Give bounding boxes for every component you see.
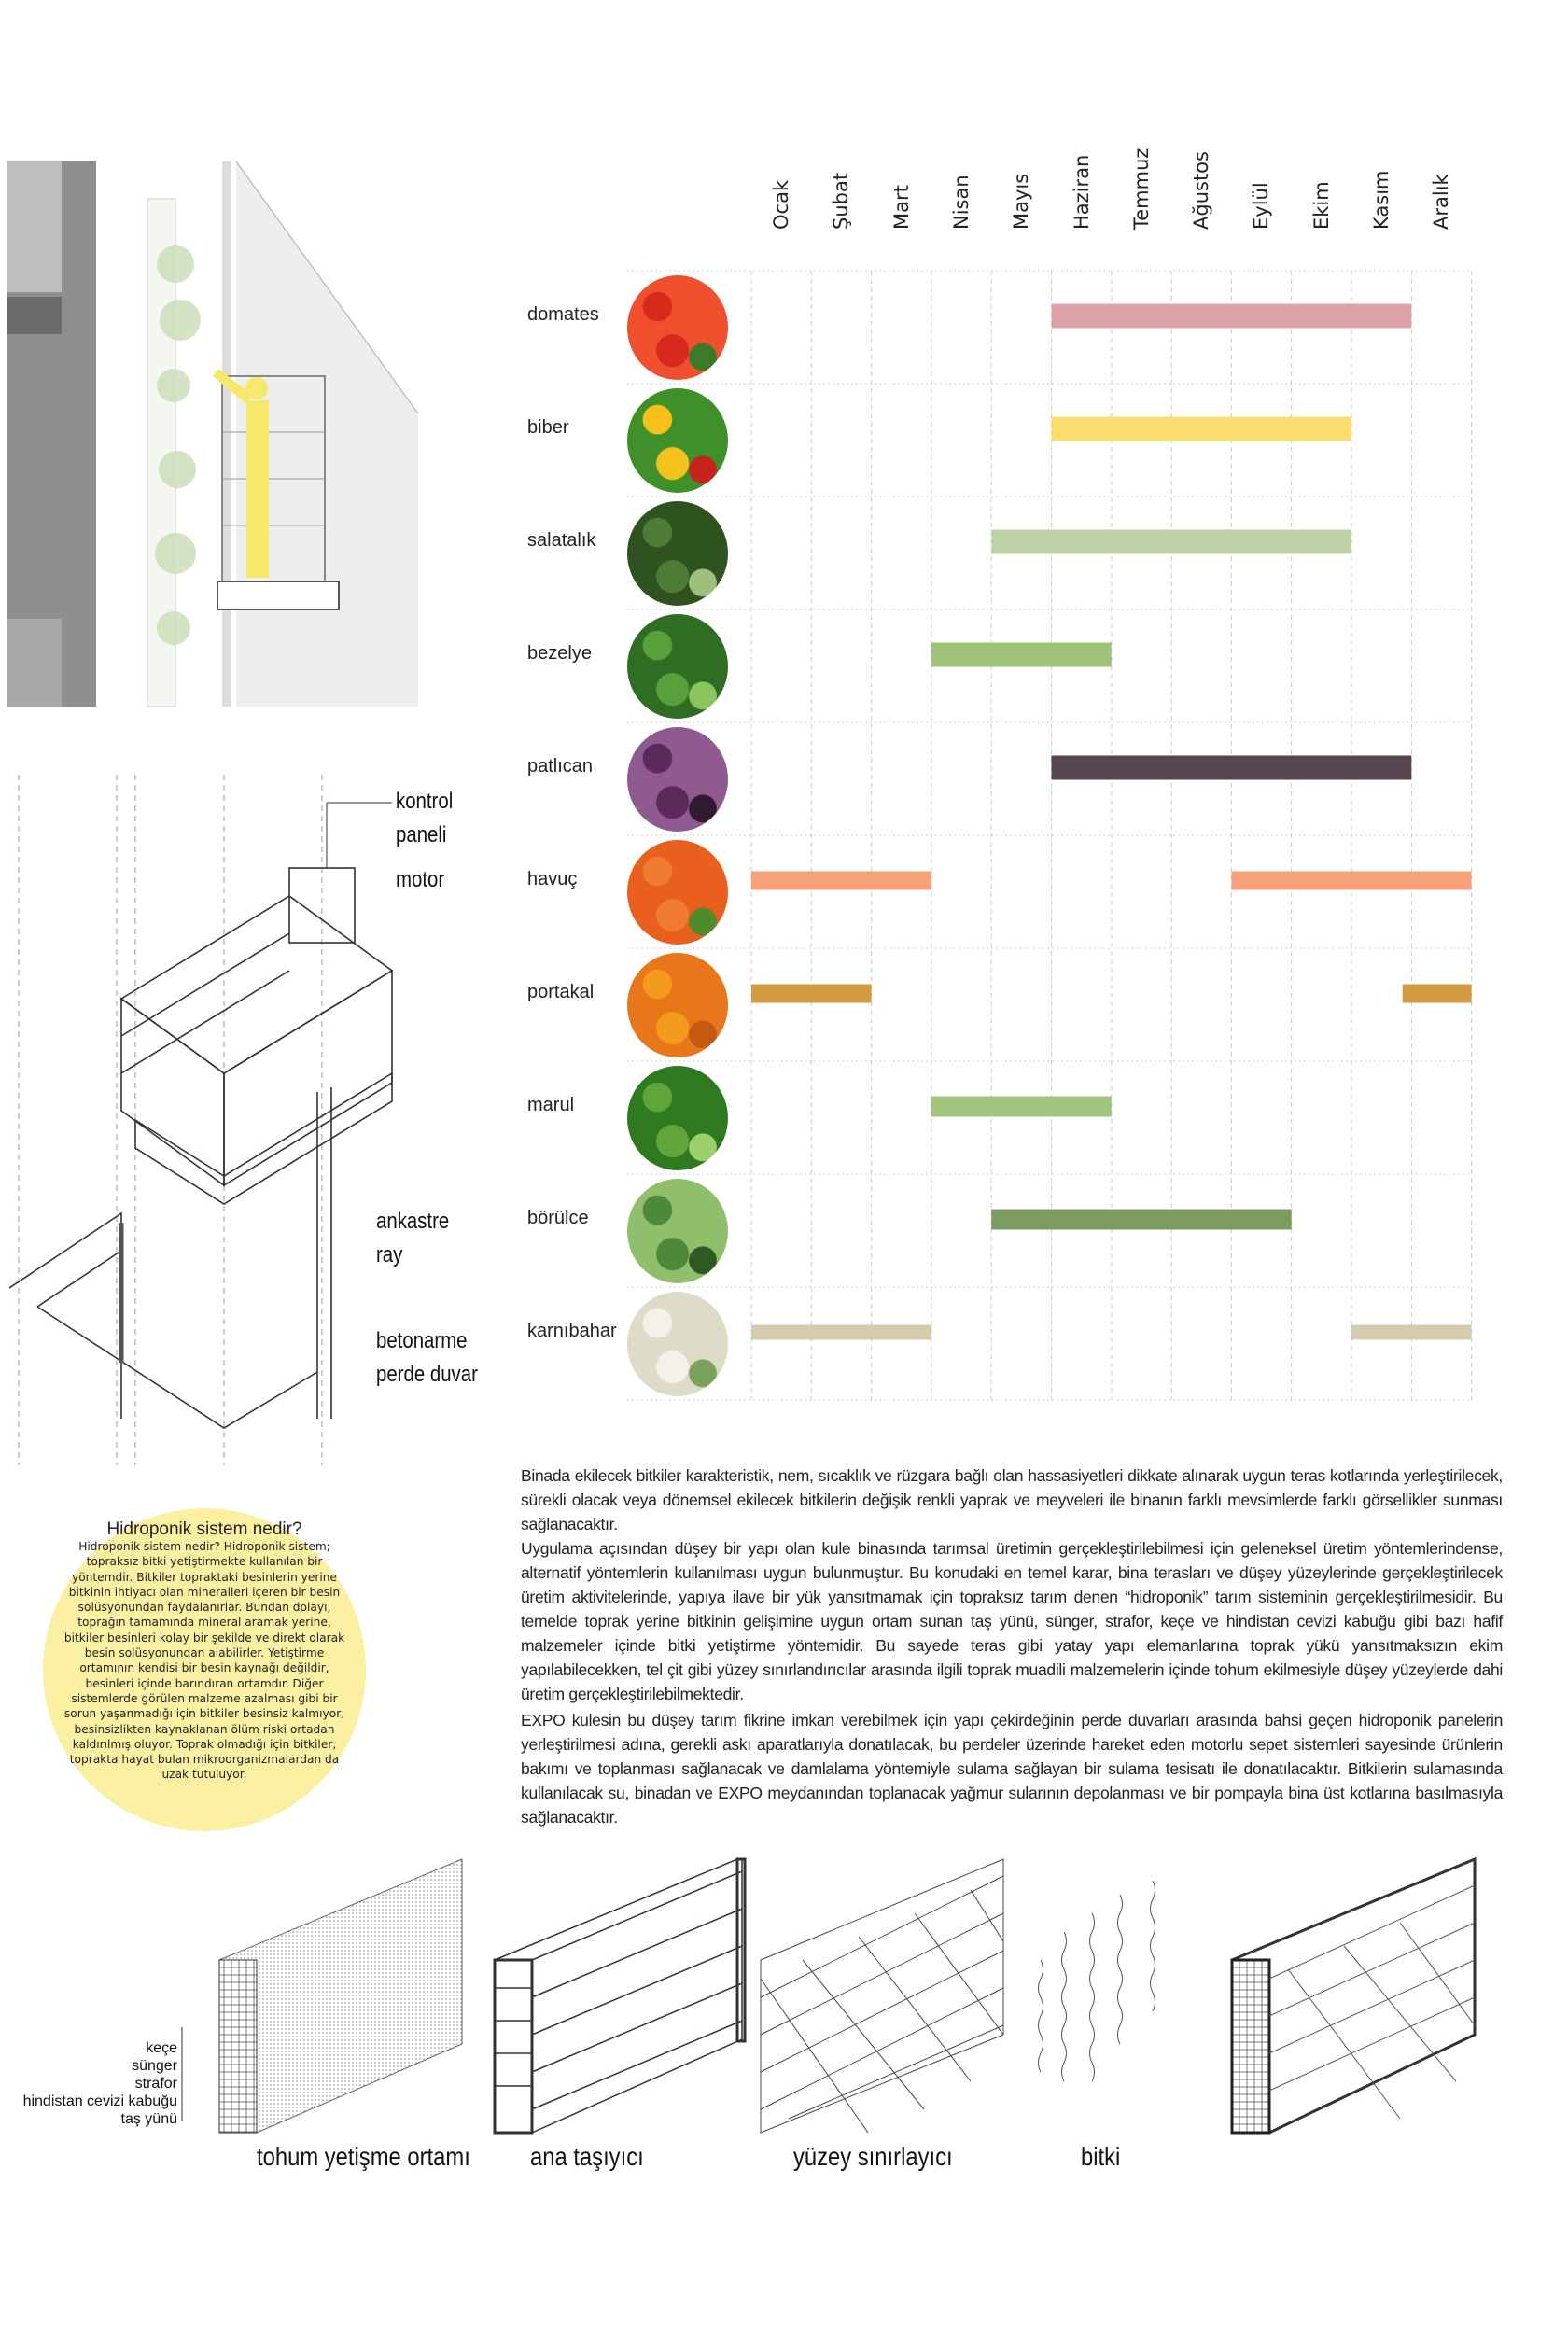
paragraph-3: EXPO kulesin bu düşey tarım fikrine imkan verebilmek için yapı çekirdeğinin perde duvarları arasında bahsi geçen hidroponik panelerin yerleştirilmesi adına, gerekli askı aparatlarıyla donatılacak, bu perdeler üzerinde hareket eden motorlu sepet sistemleri sayesinde ürünlerin bakımı ve toplanması sağlanacak ve damlalama yöntemiyle sulama sağlayan bir sulama tesisatı ile donatılacaktır. Bitkilerin sulamasında kullanılacak su, binadan ve EXPO meydanından toplanacak yağmur sularının depolanması ve bir pompayla bina üst kotlarına basılmasıyla sağlanacaktır. — [521, 1711, 1503, 1827]
info-title: Hidroponik sistem nedir? — [106, 1519, 302, 1539]
crop-label: havuç — [527, 868, 578, 889]
crop-photo — [627, 614, 728, 719]
season-bar-karnıbahar — [1351, 1325, 1472, 1340]
paragraph-2: Uygulama açısından düşey bir yapı olan kule binasında tarımsal üretimin gerçekleştirilebilmesi için geleneksel üretim yöntemlerindense, alternatif yöntemlerin kullanılması uygun bulunmuştur. Bu konudaki en temel karar, bina terasları ve düşey yüzeylerinde gerçekleştirilecek üretim aktivitelerinde, yapıya ilave bir yük yansıtmamak için topraksız tarım denen “hidroponik” tarım sisteminin gerçekleştirilmesidir. Bu temelde toprak yerine bitkinin gelişimine uygun ortam sunan taş yünü, sünger, strafor, keçe ve hindistan cevizi kabuğu gibi bazı hafif malzemeler içinde bitki yetiştirme yöntemidir. Bu sayede teras gibi yatay yapı elemanlarına toprak yükü yansıtmaksızın ekim yapılabilecekken, tel çit gibi yüzey sınırlandırıcılar arasında ilgili toprak muadili malzemelerin içinde tohum ekilmesiyle düşey yüzeylerde dahi üretim gerçekleştirilebilmektedir. — [521, 1539, 1503, 1703]
crop-photo — [627, 388, 728, 493]
layer-label: keçe — [146, 2040, 177, 2056]
crop-photo — [627, 953, 728, 1057]
crop-label: börülce — [527, 1207, 589, 1228]
crop-label: marul — [527, 1094, 575, 1115]
label-ray: ray — [376, 1242, 403, 1267]
month-label-text: Ocak — [770, 179, 792, 230]
crop-label: domates — [527, 303, 599, 325]
season-bar-patlıcan — [1052, 756, 1412, 780]
caption-plant: bitki — [1081, 2142, 1121, 2171]
crop-label: karnıbahar — [527, 1320, 617, 1341]
layer-label: strafor — [134, 2076, 177, 2092]
crop-photo — [627, 1179, 728, 1283]
layer-label: sünger — [132, 2058, 177, 2074]
label-paneli: paneli — [396, 822, 447, 847]
label-ankastre: ankastre — [376, 1209, 450, 1234]
label-kontrol: kontrol — [396, 789, 454, 814]
crop-label: salatalık — [527, 529, 596, 551]
month-label-text: Şubat — [830, 172, 853, 230]
caption-growing-medium: tohum yetişme ortamı — [257, 2142, 470, 2171]
month-label-text: Haziran — [1070, 154, 1093, 230]
crop-label: portakal — [527, 981, 595, 1002]
caption-surface-limiter: yüzey sınırlayıcı — [793, 2142, 953, 2171]
caption-main-carrier: ana taşıyıcı — [530, 2142, 644, 2171]
crop-photo — [627, 727, 728, 832]
season-bar-portakal — [1403, 985, 1472, 1003]
crop-photo — [627, 275, 728, 380]
crop-photo — [627, 840, 728, 945]
season-bar-marul — [931, 1097, 1112, 1117]
crop-label: bezelye — [527, 642, 592, 664]
month-label-text: Kasım — [1370, 170, 1393, 230]
season-bar-havuç — [751, 872, 931, 890]
layer-label: taş yünü — [120, 2111, 177, 2127]
season-bar-börülce — [991, 1210, 1292, 1230]
crop-photo — [627, 501, 728, 606]
crop-label: patlıcan — [527, 755, 594, 777]
info-circle — [43, 1508, 366, 1831]
month-label-text: Temmuz — [1129, 147, 1153, 230]
month-label-text: Eylül — [1250, 182, 1273, 230]
crop-photo — [627, 1066, 728, 1170]
layer-label: hindistan cevizi kabuğu — [22, 2093, 177, 2109]
info-body: Hidroponik sistem nedir? Hidroponik sistem; topraksız bitki yetiştirmekte kullanılan bir yöntemdir. Bitkiler topraktaki besinlerin yerine bitkinin ihtiyacı olan mineralleri içeren bir besin solüsyonundan faydalanırlar. Bundan dolayı, toprağın tamamında mineral aramak yerine, bitkiler besinleri kolay bir şekilde ve direkt olarak besin solüsyonundan alabilirler. Yetiştirme ortamının kendisi bir besin kaynağı değildir, besinleri içinde barındıran ortamdır. Diğer sistemlerde görülen malzeme azalması gibi bir sorun yaşanmadığı için bitkiler besinsiz kalmıyor, besinsizlikten kaynaklanan ölüm riski ortadan kaldırılmış oluyor. Toprak olmadığı için bitkiler, toprakta hayat bulan mikroorganizmalardan da uzak tutuluyor. — [63, 1540, 345, 1782]
label-motor: motor — [396, 867, 445, 892]
month-label-text: Nisan — [949, 175, 973, 230]
season-bar-karnıbahar — [751, 1325, 931, 1340]
season-bar-bezelye — [931, 643, 1112, 667]
month-label-text: Mart — [889, 185, 913, 230]
paragraph-1: Binada ekilecek bitkiler karakteristik, nem, sıcaklık ve rüzgara bağlı olan hassasiyetleri dikkate alınarak uygun teras kotlarında yerleştirilecek, sürekli olacak veya dönemsel ekilecek bitkilerin değişik renkli yaprak ve meyveleri ile binanın farklı mevsimlerde farklı görsellikler sunması sağlanacaktır. — [521, 1466, 1503, 1533]
label-betonarme: betonarme — [376, 1328, 468, 1353]
crop-photo — [627, 1292, 728, 1396]
season-bar-salatalık — [991, 530, 1351, 554]
month-label-text: Aralık — [1430, 174, 1453, 230]
month-label-text: Mayıs — [1010, 173, 1033, 230]
label-perde-duvar: perde duvar — [376, 1362, 478, 1387]
season-bar-havuç — [1231, 872, 1471, 890]
basket-system-drawing — [9, 765, 401, 1475]
month-label-text: Ekim — [1309, 181, 1333, 230]
season-bar-portakal — [751, 985, 872, 1003]
season-bar-domates — [1052, 304, 1412, 329]
crop-label: biber — [527, 416, 569, 438]
month-label-text: Ağustos — [1190, 151, 1213, 230]
season-bar-biber — [1052, 417, 1352, 441]
hydroponic-panel-layers — [0, 1848, 1568, 2147]
